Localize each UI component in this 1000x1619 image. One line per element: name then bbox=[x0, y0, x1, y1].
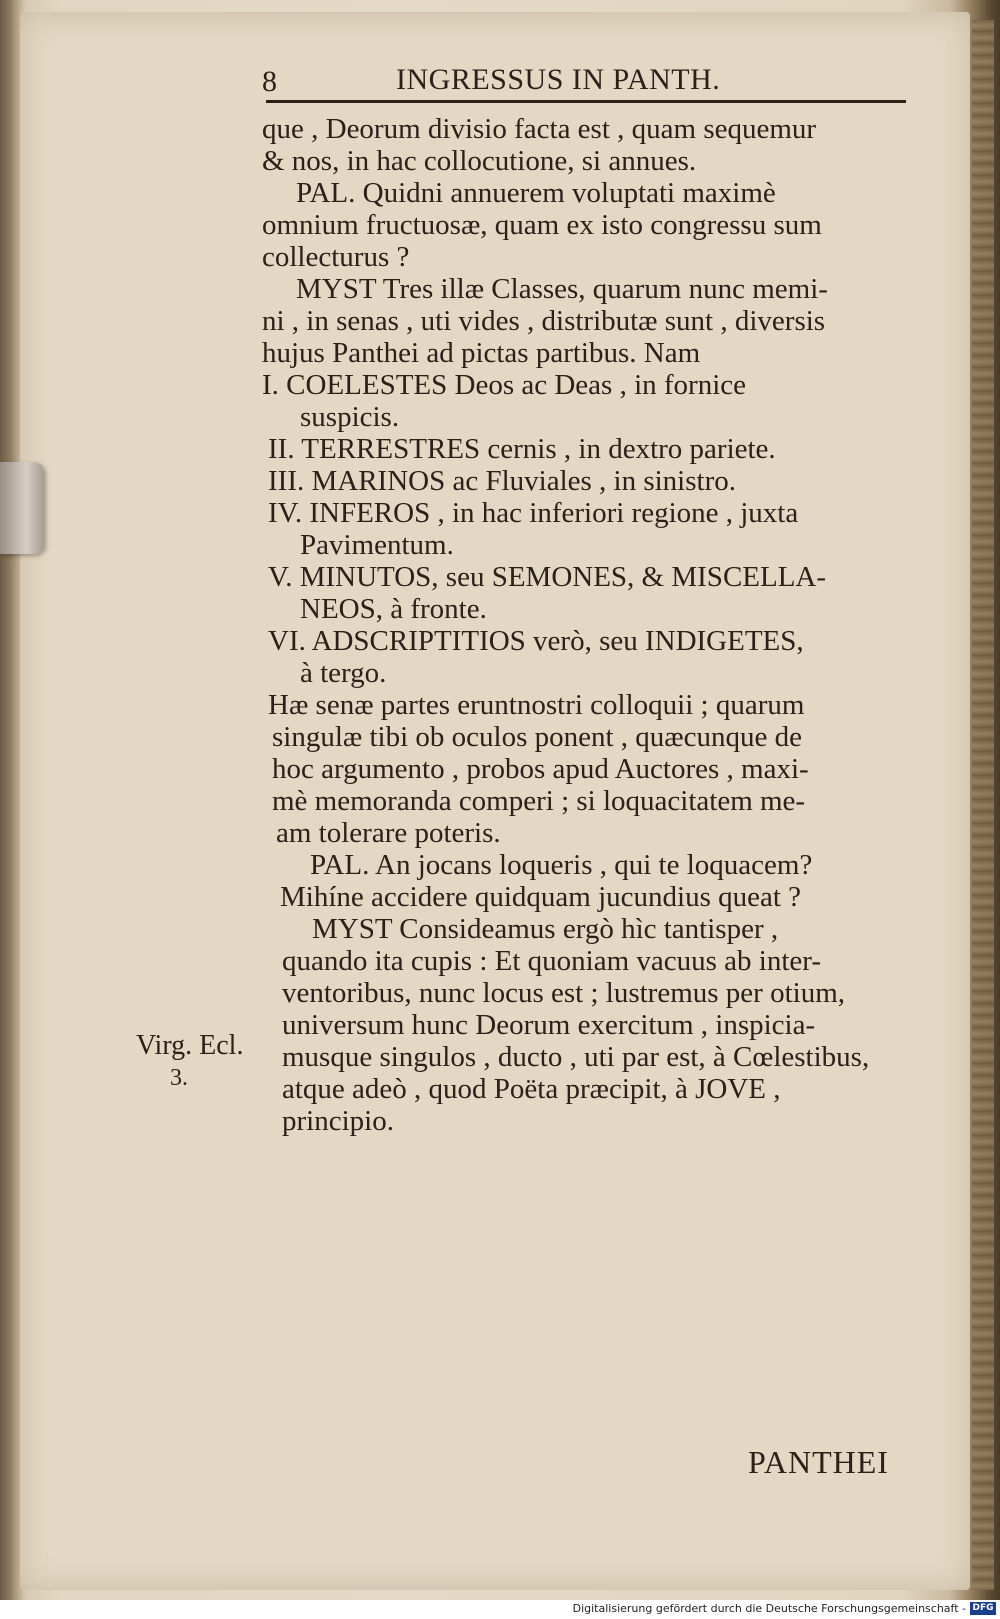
book-clasp bbox=[0, 462, 44, 554]
page-number: 8 bbox=[262, 65, 277, 98]
body-line: NEOS, à fronte. bbox=[300, 593, 487, 625]
footer-credit: Digitalisierung gefördert durch die Deutsche Forschungsgemeinschaft - bbox=[572, 1602, 966, 1615]
body-line: principio. bbox=[282, 1105, 394, 1137]
body-line: singulæ tibi ob oculos ponent , quæcunque de bbox=[272, 721, 803, 753]
catchword: PANTHEI bbox=[748, 1444, 889, 1480]
body-line: I. COELESTES Deos ac Deas , in fornice bbox=[262, 369, 747, 401]
header-rule bbox=[266, 100, 906, 103]
body-line: II. TERRESTRES cernis , in dextro pariete. bbox=[268, 433, 776, 465]
body-line: IV. INFEROS , in hac inferiori regione , juxta bbox=[268, 497, 799, 529]
body-line: PAL. An jocans loqueris , qui te loquacem? bbox=[310, 849, 813, 881]
body-line: VI. ADSCRIPTITIOS verò, seu INDIGETES, bbox=[268, 625, 804, 657]
body-line: atque adeò , quod Poëta præcipit, à JOVE , bbox=[282, 1073, 781, 1105]
body-line: MYST Consideamus ergò hìc tantisper , bbox=[312, 913, 779, 945]
body-line: III. MARINOS ac Fluviales , in sinistro. bbox=[268, 465, 736, 497]
body-line: musque singulos , ducto , uti par est, à Cœlestibus, bbox=[282, 1041, 870, 1073]
body-line: Hæ senæ partes eruntnostri colloquii ; quarum bbox=[268, 689, 805, 721]
body-line: ventoribus, nunc locus est ; lustremus per otium, bbox=[282, 977, 846, 1009]
book-edge bbox=[972, 20, 994, 1590]
body-line: am tolerare poteris. bbox=[276, 817, 501, 849]
body-line: mè memoranda comperi ; si loquacitatem me- bbox=[272, 785, 806, 817]
digitization-footer bbox=[0, 1600, 1000, 1619]
body-line: Pavimentum. bbox=[300, 529, 454, 561]
body-line: universum hunc Deorum exercitum , inspicia- bbox=[282, 1009, 816, 1041]
body-line: quando ita cupis : Et quoniam vacuus ab inter- bbox=[282, 945, 822, 977]
margin-note-line-1: Virg. Ecl. bbox=[136, 1030, 244, 1061]
margin-note-line-2: 3. bbox=[170, 1065, 188, 1091]
body-line: PAL. Quidni annuerem voluptati maximè bbox=[296, 177, 776, 209]
body-line: MYST Tres illæ Classes, quarum nunc memi- bbox=[296, 273, 828, 305]
body-line: omnium fructuosæ, quam ex isto congressu sum bbox=[262, 209, 822, 241]
dfg-logo: DFG bbox=[970, 1602, 996, 1615]
body-line: Mihíne accidere quidquam jucundius queat ? bbox=[280, 881, 802, 913]
body-line: ni , in senas , uti vides , distributæ sunt , diversis bbox=[262, 305, 826, 337]
body-line: hujus Panthei ad pictas partibus. Nam bbox=[262, 337, 701, 369]
body-line: que , Deorum divisio facta est , quam sequemur bbox=[262, 113, 817, 145]
body-line: collecturus ? bbox=[262, 241, 410, 273]
body-line: à tergo. bbox=[300, 657, 387, 689]
body-line: V. MINUTOS, seu SEMONES, & MISCELLA- bbox=[268, 561, 827, 593]
body-line: suspicis. bbox=[300, 401, 400, 433]
body-line: & nos, in hac collocutione, si annues. bbox=[262, 145, 697, 177]
running-title: INGRESSUS IN PANTH. bbox=[396, 63, 721, 96]
body-line: hoc argumento , probos apud Auctores , maxi- bbox=[272, 753, 809, 785]
